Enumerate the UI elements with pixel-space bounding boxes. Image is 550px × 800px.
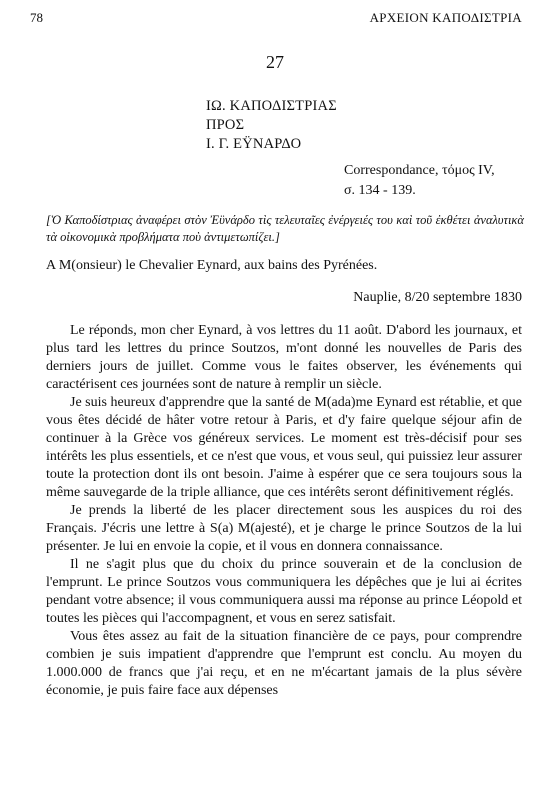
source-line-2: σ. 134 - 139. [344, 183, 416, 198]
heading-recipient: Ι. Γ. ΕΫΝΑΡΔΟ [206, 136, 302, 152]
page-header [30, 10, 522, 30]
letter-place-date: Nauplie, 8/20 septembre 1830 [353, 290, 522, 305]
heading-sender: ΙΩ. ΚΑΠΟΔΙΣΤΡΙΑΣ [206, 98, 337, 114]
body-paragraph: Vous êtes assez au fait de la situation financière de ce pays, pour comprendre combien je suis impatient d'apprendre que l'emprunt est conclu. Au moyen du 1.000.000 de francs que j'ai reçu, et en ne m'écartant jamais de la plus sévère économie, je puis faire face aux dépenses [46, 629, 522, 698]
letter-heading [206, 97, 337, 154]
source-line-1: Correspondance, τόμος IV, [344, 163, 495, 178]
body-paragraph: Le réponds, mon cher Eynard, à vos lettres du 11 août. D'abord les journaux, et plus tard les lettres du prince Soutzos, m'ont donné les nouvelles de Paris des derniers jours de juillet. Comme vous le faites observer, les événements qui caractérisent ces journées sont de nature à remplir un siècle. [46, 323, 522, 392]
letter-addressee: A M(onsieur) le Chevalier Eynard, aux bains des Pyrénées. [46, 258, 378, 273]
source-reference [344, 161, 495, 201]
letter-body [46, 322, 522, 700]
editorial-summary: [Ὁ Καποδίστριας ἀναφέρει στὸν Ἐϋνάρδο τὶς τελευταῖες ἐνέργειές του καὶ τοῦ ἐκθέτει ἀναλυτικὰ τὰ οἰκονομικὰ προβλήματα ποὺ ἀντιμετωπίζει.] [46, 213, 524, 244]
body-paragraph: Je prends la liberté de les placer directement sous les auspices du roi des Français. J'écris une lettre à S(a) M(ajesté), et je charge le prince Soutzos de la lui présenter. Je lui en envoie la copie, et il vous en donnera connaissance. [46, 503, 522, 554]
body-paragraph: Je suis heureux d'apprendre que la santé de M(ada)me Eynard est rétablie, et que vous êtes décidé de hâter votre retour à Paris, et d'y faire quelque séjour afin de continuer à la Grèce vos généreux services. Le moment est très-décisif pour ses intérêts les plus essentiels, et ce n'est que vous, et vous seul, qui puissiez leur assurer toute la protection dont ils ont besoin. J'aime à espérer que ce sera toujours sous la même sauvegarde de la triple alliance, que ces intérêts seront définitivement réglés. [46, 395, 522, 500]
body-paragraph: Il ne s'agit plus que du choix du prince souverain et de la conclusion de l'emprunt. Le prince Soutzos vous communiquera les dépêches que je lui ai écrites pendant votre absence; il vous communiquera aussi ma réponse au prince Léopold et toutes les pièces qui l'accompagnent, et vous en serez satisfait. [46, 557, 522, 626]
heading-preposition: ΠΡΟΣ [206, 117, 245, 133]
document-number: 27 [266, 52, 284, 72]
running-title: ΑΡΧΕΙΟΝ ΚΑΠΟΔΙΣΤΡΙΑ [369, 10, 522, 25]
page-number: 78 [30, 10, 43, 25]
